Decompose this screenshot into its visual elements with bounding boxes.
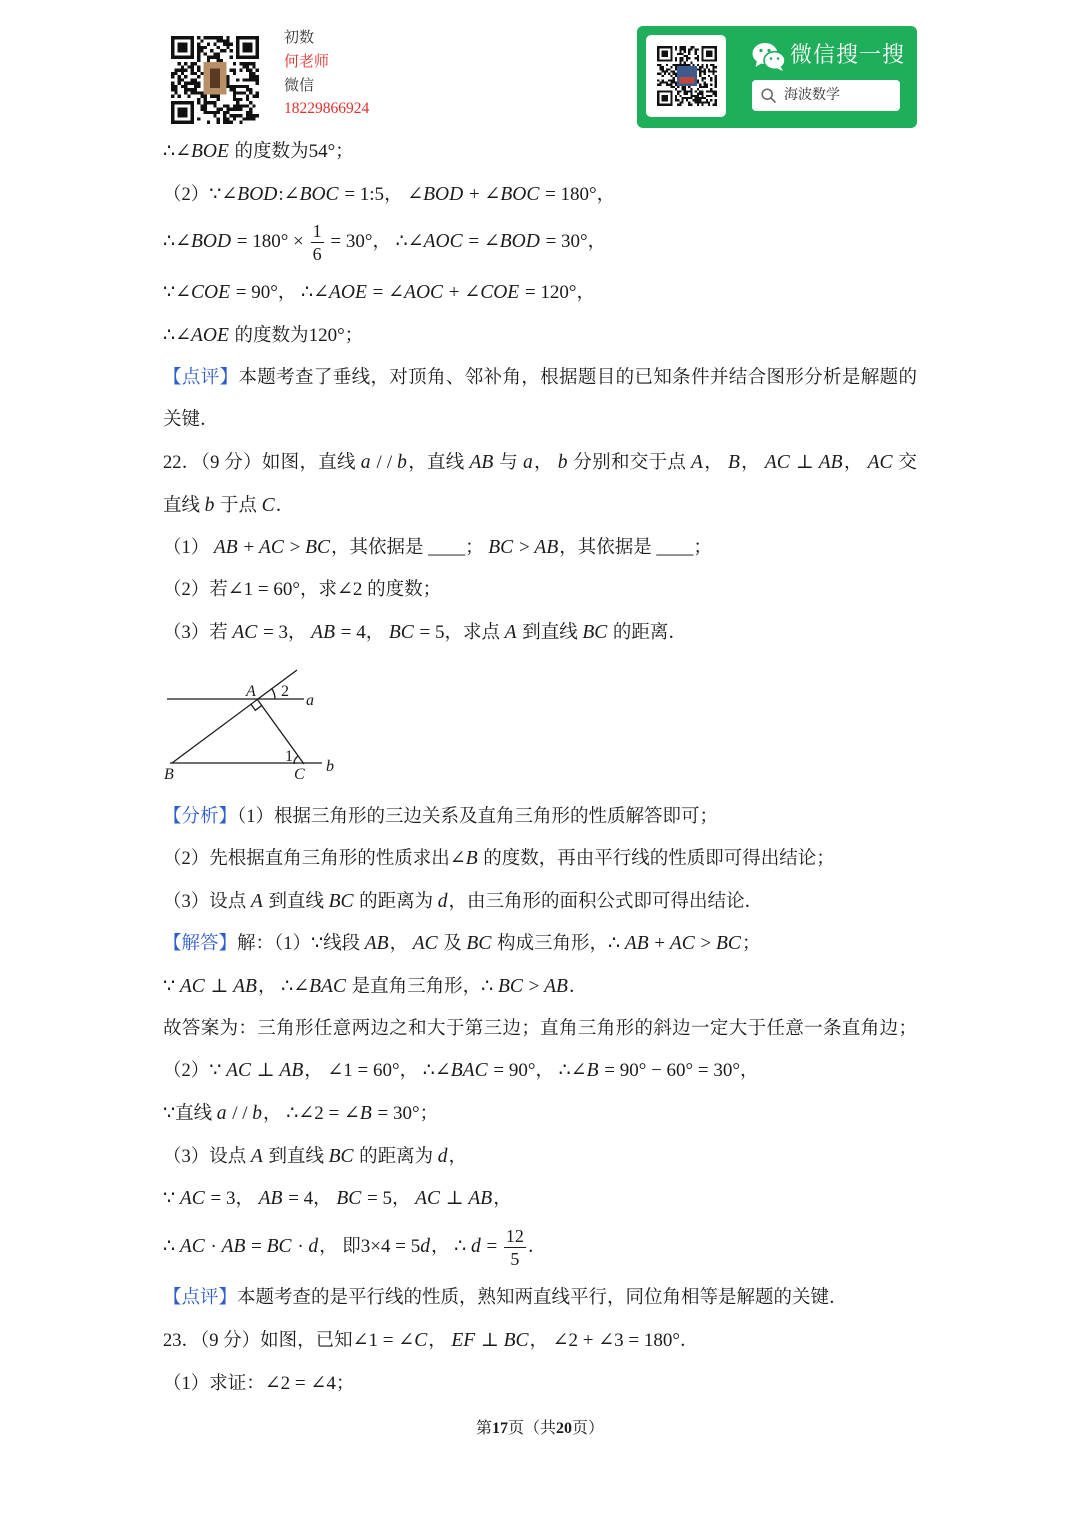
wechat-qr-frame [646, 35, 726, 117]
math-variable: AB [624, 933, 649, 954]
text-line [163, 366, 917, 390]
math-variable: BC [328, 891, 354, 912]
text-line [163, 1145, 467, 1169]
text-line [163, 536, 712, 560]
math-symbols: = 4 [336, 622, 366, 643]
text-line [163, 1372, 354, 1396]
text: 到直线 [263, 1147, 329, 1167]
math-symbols: = 5 [414, 622, 445, 643]
math-symbols: = 1:5 [339, 184, 385, 205]
label-line-a: a [306, 692, 314, 709]
text-line [163, 890, 763, 914]
math-symbols: + ∠ [444, 282, 481, 303]
wechat-search-query: 海波数学 [784, 87, 840, 103]
math-variable: AC [179, 976, 205, 997]
math-symbols: = [246, 1235, 267, 1257]
math-symbols: = 3 [258, 622, 289, 643]
math-variable: a [360, 452, 371, 473]
math-variable: BC [488, 537, 514, 558]
text: 故答案为：三角形任意两边之和大于第三边；直角三角形的斜边一定大于任意一条直角边； [163, 1019, 917, 1039]
text: ，直线 [407, 453, 470, 473]
label-angle-1: 1 [285, 748, 293, 765]
math-symbols: ∴∠ [163, 230, 192, 252]
text: 及 [438, 934, 467, 954]
math-symbols: = [481, 1235, 502, 1257]
math-symbols: / / [227, 1103, 253, 1124]
text-line [163, 932, 760, 956]
text-line [163, 975, 587, 999]
text: ， [399, 1061, 423, 1081]
math-symbols: ∠2 = ∠4 [264, 1373, 336, 1394]
math-symbols: · [205, 1235, 222, 1257]
math-variable: BC [497, 976, 523, 997]
math-symbols: + ∠ [464, 184, 501, 205]
math-symbols: :∠ [278, 184, 300, 205]
math-variable: b [204, 495, 215, 516]
text: ， [389, 934, 413, 954]
text-line [163, 1059, 758, 1083]
text: （1） [163, 538, 214, 558]
math-variable: BC [336, 1188, 362, 1209]
text: （2）若 [163, 580, 228, 600]
text: 线段 [323, 934, 365, 954]
text: ，其依据是 ____； [331, 538, 489, 558]
section-tag: 【分析】 [163, 807, 238, 827]
math-symbols: ∵∠ [209, 184, 238, 205]
math-variable: BC [716, 933, 741, 954]
text-line [163, 281, 595, 305]
math-variable: AOC [404, 282, 444, 303]
math-variable: AB [311, 622, 335, 643]
math-variable: a [522, 452, 533, 473]
text-line [163, 1017, 917, 1041]
text: （1）根据三角形的三边关系及直角三角形的性质解答即可； [237, 807, 719, 827]
text: ， [739, 1061, 759, 1081]
text: （3）设点 [163, 892, 251, 912]
text: 23．（9 分）如图，已知 [163, 1331, 353, 1351]
contact-label-topic: 初数 [284, 28, 315, 46]
angle-2-arc [271, 688, 275, 699]
text: ， [533, 453, 558, 473]
qr-avatar-figure [210, 69, 220, 88]
qr-avatar-detail [679, 77, 694, 84]
math-symbols: ∵∠ [163, 282, 192, 303]
math-variable: AB [233, 976, 257, 997]
text-line [163, 1329, 699, 1353]
math-symbols: = 90° [488, 1060, 536, 1081]
fraction-denominator: 6 [312, 244, 322, 264]
current-page: 17 [491, 1420, 508, 1437]
math-symbols: = 30° [325, 230, 373, 252]
contact-label-teacher: 何老师 [284, 52, 330, 70]
math-variable: BC [266, 1235, 292, 1257]
text-line [163, 1187, 512, 1211]
math-variable: A [504, 622, 517, 643]
math-variable: AB [469, 452, 494, 473]
math-symbols: 120° [308, 325, 345, 346]
footer-text: 第 [475, 1420, 492, 1437]
math-symbols: > [695, 933, 717, 954]
text: ， [391, 1189, 416, 1209]
text: ， [587, 231, 607, 252]
math-symbols: ∠2 [337, 579, 363, 600]
text: 到直线 [517, 623, 583, 643]
text-line [163, 451, 917, 475]
qr-code-image [168, 33, 262, 127]
text-line [163, 1102, 438, 1126]
math-variable: COE [191, 282, 231, 303]
math-symbols: 54° [308, 141, 336, 162]
math-variable: AOE [191, 325, 229, 346]
text: （2）先根据直角三角形的性质求出 [163, 849, 450, 869]
math-symbols: 3×4 = 5 [360, 1235, 421, 1257]
math-symbols: ∵ [209, 1060, 227, 1081]
text: ， [843, 453, 868, 473]
math-variable: d [437, 1146, 448, 1167]
math-variable: B [586, 1060, 599, 1081]
math-variable: a [216, 1103, 227, 1124]
text-line [163, 220, 606, 265]
text: ，其依据是 ____； [559, 538, 712, 558]
text: ， [535, 1061, 559, 1081]
wechat-search-title: 微信搜一搜 [790, 43, 906, 68]
math-variable: A [250, 1146, 263, 1167]
math-symbols: ⊥ [790, 452, 819, 473]
math-variable: AC [232, 622, 258, 643]
text-line [163, 578, 441, 602]
contact-label-wechat: 微信 [284, 76, 315, 94]
math-symbols: ∵ [163, 976, 180, 997]
math-symbols: ∵ [163, 1188, 180, 1209]
math-variable: BC [328, 1146, 354, 1167]
math-symbols: ∴∠ [395, 230, 424, 252]
text: 与 [494, 453, 523, 473]
text: ； [335, 142, 354, 162]
text: ， [288, 623, 312, 643]
math-variable: AB [258, 1188, 283, 1209]
page-number [0, 1419, 1080, 1439]
math-symbols: ∴ [163, 1235, 180, 1257]
text: 解：（1） [237, 934, 312, 954]
math-symbols: ∴∠ [163, 141, 192, 162]
section-tag: 【点评】 [163, 368, 239, 388]
label-point-b: B [164, 766, 174, 783]
text: ， [448, 1147, 468, 1167]
math-variable: AB [818, 452, 843, 473]
text: 的距离． [608, 623, 687, 643]
math-variable: BOD [191, 230, 232, 252]
math-variable: C [261, 495, 275, 516]
math-symbols: ⊥ [441, 1188, 469, 1209]
label-line-b: b [326, 758, 334, 775]
text: ， [372, 231, 396, 252]
text: 的度数为 [229, 326, 309, 346]
text: 直线 [175, 1104, 217, 1124]
segment-ac [257, 699, 304, 764]
math-variable: BAC [450, 1060, 488, 1081]
math-variable: B [359, 1103, 372, 1124]
math-symbols: ⊥ [205, 976, 234, 997]
text: ． [275, 496, 295, 516]
math-variable: AB [364, 933, 389, 954]
math-symbols: ∠ [407, 184, 424, 205]
math-variable: BOD [237, 184, 278, 205]
math-symbols: ∠ [449, 848, 466, 869]
math-symbols: ∴∠2 = ∠ [286, 1103, 360, 1124]
text-line [163, 1286, 848, 1310]
text: （2） [163, 1061, 210, 1081]
math-variable: B [727, 452, 740, 473]
geometry-figure [160, 660, 350, 790]
math-variable: AOC [423, 230, 463, 252]
total-pages: 20 [556, 1420, 572, 1437]
math-variable: C [414, 1330, 428, 1351]
text: ， [384, 185, 408, 205]
math-variable: AB [279, 1060, 304, 1081]
math-variable: EF [451, 1330, 476, 1351]
math-variable: AC [412, 933, 438, 954]
text: ， [257, 977, 282, 997]
section-tag: 【解答】 [163, 934, 238, 954]
fraction-numerator: 12 [505, 1226, 524, 1246]
math-symbols: > [284, 537, 306, 558]
text: ， [263, 1104, 287, 1124]
text: 本题考查了垂线，对顶角、邻补角，根据题目的已知条件并结合图形分析是解题的 [238, 368, 917, 388]
math-variable: AC [764, 452, 790, 473]
text: 直线 [163, 496, 205, 516]
math-variable: BOD [423, 184, 464, 205]
math-symbols: ∵ [311, 933, 324, 954]
math-symbols: > [523, 976, 545, 997]
text: 的度数，再由平行线的性质即可得出结论； [478, 849, 835, 869]
math-variable: b [557, 452, 568, 473]
math-variable: BOC [500, 184, 540, 205]
math-symbols: ∴∠ [300, 282, 329, 303]
text: 构成三角形， [492, 934, 608, 954]
text: （3）设点 [163, 1147, 251, 1167]
qr-code-image [655, 44, 719, 108]
text: （1）求证： [163, 1374, 265, 1394]
math-symbols: ∴∠ [163, 325, 192, 346]
math-variable: AOE [329, 282, 367, 303]
search-icon [761, 88, 776, 103]
text: ． [568, 977, 588, 997]
text: ， [277, 283, 301, 303]
math-variable: AC [179, 1188, 205, 1209]
wechat-search-card[interactable] [637, 26, 917, 128]
math-symbols: + [649, 933, 670, 954]
math-variable: d [308, 1235, 319, 1257]
math-symbols: ∴∠ [281, 976, 310, 997]
text: ， [493, 1189, 512, 1209]
math-variable: d [437, 891, 448, 912]
text-line [163, 408, 219, 432]
text: 是直角三角形， [346, 977, 482, 997]
math-variable: b [397, 452, 407, 473]
text: ， [529, 1331, 553, 1351]
text: ， [740, 453, 765, 473]
text: ， [313, 1189, 337, 1209]
text: ． [680, 1331, 699, 1351]
math-variable: d [420, 1235, 430, 1257]
math-variable: BC [388, 622, 414, 643]
text-line [163, 494, 294, 518]
text: ， [304, 1061, 328, 1081]
math-variable: AC [669, 933, 695, 954]
math-variable: AB [213, 537, 238, 558]
text: ， [703, 453, 728, 473]
fraction [504, 1225, 526, 1270]
math-symbols: ⊥ [476, 1330, 504, 1351]
text: ，求点 [444, 623, 505, 643]
math-variable: AB [221, 1235, 246, 1257]
text: ， 即 [319, 1236, 361, 1257]
section-tag: 【点评】 [163, 1288, 238, 1308]
math-variable: b [252, 1103, 263, 1124]
math-symbols: ∴ [481, 976, 498, 997]
label-point-a: A [246, 683, 256, 700]
math-symbols: = 30° [540, 230, 588, 252]
math-symbols: > [514, 537, 535, 558]
math-symbols: ⊥ [252, 1060, 280, 1081]
fraction [311, 220, 324, 265]
math-variable: AC [415, 1188, 441, 1209]
math-variable: BC [503, 1330, 529, 1351]
math-variable: BOE [191, 141, 229, 162]
text: 本题考查的是平行线的性质，熟知两直线平行，同位角相等是解题的关键． [237, 1288, 848, 1308]
wechat-logo-icon [752, 42, 786, 72]
line-ab-extended [172, 670, 297, 763]
text: ， [235, 1189, 259, 1209]
right-angle-mark [251, 704, 262, 711]
text: ． [527, 1236, 547, 1257]
fraction-numerator: 1 [312, 221, 322, 241]
math-symbols: ∴ [454, 1235, 471, 1257]
math-variable: BAC [309, 976, 346, 997]
math-variable: COE [480, 282, 520, 303]
math-symbols: = 30° [372, 1103, 420, 1124]
wechat-search-input[interactable] [752, 80, 900, 111]
text: 的距离为 [354, 1147, 438, 1167]
label-angle-2: 2 [281, 683, 289, 700]
text: ， [576, 283, 596, 303]
math-variable: d [470, 1235, 481, 1257]
math-symbols: / / [371, 452, 398, 473]
text-line [163, 324, 363, 348]
math-variable: AB [544, 976, 568, 997]
math-symbols: = 4 [283, 1188, 314, 1209]
math-symbols: = 120° [520, 282, 577, 303]
math-variable: B [465, 848, 478, 869]
text: （3）若 [163, 623, 233, 643]
text-line [163, 140, 354, 164]
math-variable: BC [466, 933, 492, 954]
label-point-c: C [294, 766, 305, 783]
math-symbols: = 90° [231, 282, 278, 303]
math-symbols: · [292, 1235, 309, 1257]
text: 关键． [163, 410, 219, 430]
math-symbols: ∵ [163, 1103, 176, 1124]
math-variable: AC [258, 537, 284, 558]
math-variable: AC [867, 452, 893, 473]
fraction-denominator: 5 [504, 1247, 526, 1270]
math-symbols: ∠1 = ∠ [352, 1330, 415, 1351]
text-line [163, 805, 718, 829]
text: ，由三角形的面积公式即可得出结论． [448, 892, 764, 912]
math-symbols: ∴∠ [422, 1060, 451, 1081]
text: 分别和交于点 [568, 453, 692, 473]
math-symbols: = 180° × [232, 230, 309, 252]
text: 于点 [215, 496, 262, 516]
text: ； [344, 326, 364, 346]
math-symbols: = ∠ [367, 282, 405, 303]
math-variable: BOD [499, 230, 540, 252]
math-symbols: = 90° − 60° = 30° [599, 1060, 740, 1081]
math-variable: AC [226, 1060, 252, 1081]
text: ， [365, 623, 389, 643]
text-line [163, 1225, 546, 1270]
math-variable: AB [534, 537, 559, 558]
text: ， [428, 1331, 452, 1351]
text: 的度数； [362, 580, 442, 600]
math-symbols: ∠1 = 60° [227, 579, 300, 600]
math-symbols: ∴ [607, 933, 625, 954]
footer-text: 页（共 [507, 1420, 556, 1437]
math-variable: AC [179, 1235, 205, 1257]
text: 交 [893, 453, 917, 473]
math-symbols: ∴∠ [558, 1060, 587, 1081]
math-symbols: ∠1 = 60° [327, 1060, 400, 1081]
text-line [163, 847, 835, 871]
text: ； [335, 1374, 355, 1394]
text: 到直线 [263, 892, 329, 912]
math-symbols: ∠2 + ∠3 = 180° [552, 1330, 680, 1351]
math-symbols: = 3 [205, 1188, 236, 1209]
math-symbols: + [238, 537, 259, 558]
text: 22．（9 分）如图，直线 [163, 453, 361, 473]
math-variable: A [691, 452, 703, 473]
text: ， [596, 185, 616, 205]
text-line [163, 183, 615, 207]
text-line [163, 621, 687, 645]
math-variable: BC [582, 622, 608, 643]
text: ； [419, 1104, 439, 1124]
math-variable: BOC [299, 184, 339, 205]
math-symbols: = 180° [540, 184, 597, 205]
contact-phone: 18229866924 [284, 100, 370, 117]
text: 的距离为 [354, 892, 438, 912]
math-symbols: = ∠ [463, 230, 500, 252]
math-variable: AB [468, 1188, 493, 1209]
text: ； [741, 934, 761, 954]
text: ，求 [300, 580, 338, 600]
text: ， [430, 1236, 455, 1257]
text: 的度数为 [229, 142, 309, 162]
math-variable: A [250, 891, 263, 912]
footer-text: 页） [572, 1420, 605, 1437]
math-variable: BC [305, 537, 330, 558]
text: （2） [163, 185, 210, 205]
math-symbols: = 5 [362, 1188, 392, 1209]
